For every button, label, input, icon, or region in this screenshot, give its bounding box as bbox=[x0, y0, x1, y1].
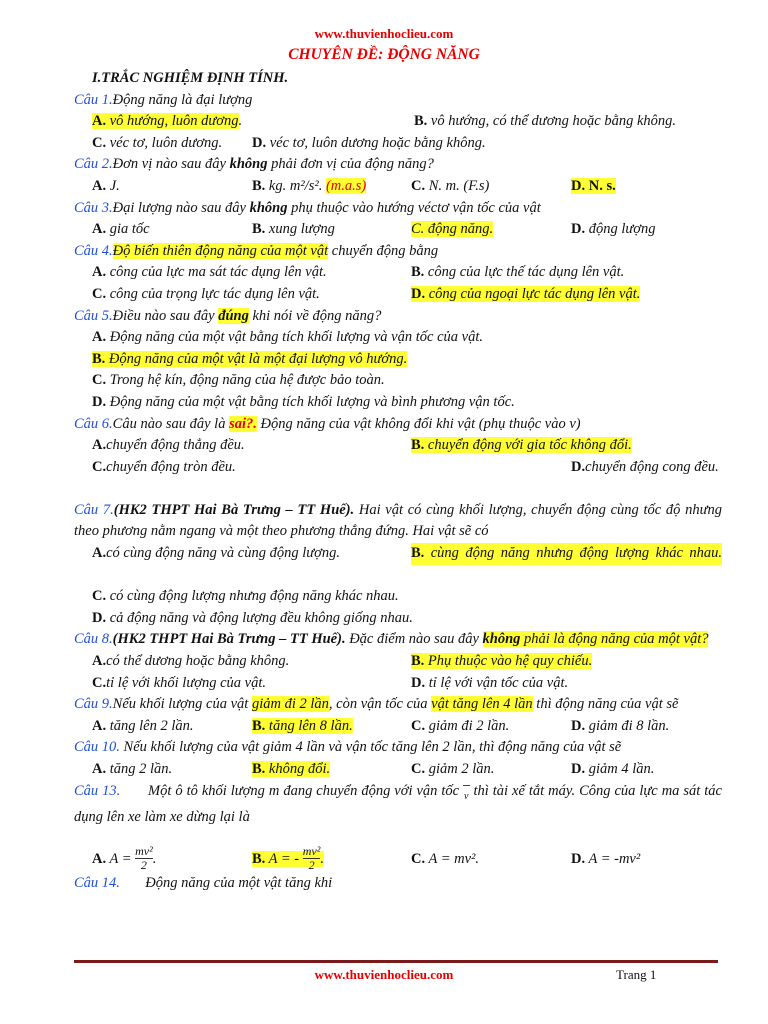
option-text: giảm 4 lần. bbox=[588, 761, 655, 777]
fraction-denominator: 2 bbox=[303, 858, 321, 872]
option-text: gia tốc bbox=[109, 221, 150, 238]
question-text-highlight: giảm đi 2 lần bbox=[251, 696, 329, 713]
option-text: A = mv². bbox=[428, 850, 479, 867]
option-note: (m.a.s) bbox=[325, 177, 367, 194]
option-letter: D. bbox=[571, 458, 586, 475]
option-letter: D. bbox=[411, 285, 426, 302]
header-url[interactable]: www.thuvienhoclieu.com bbox=[314, 26, 454, 41]
option-text: không đổi. bbox=[268, 761, 331, 777]
option-text: vô hướng, luôn dương bbox=[109, 113, 239, 130]
option-letter: C. bbox=[92, 134, 107, 151]
question-label: Câu 10. bbox=[74, 739, 120, 756]
question-text: thì động năng của vật sẽ bbox=[532, 696, 679, 713]
question-label: Câu 3. bbox=[74, 199, 113, 216]
option-text: véc tơ, luôn dương hoặc bằng không. bbox=[269, 134, 486, 151]
question-text: Đặc điểm nào sau đây bbox=[345, 631, 483, 648]
question-label: Câu 6. bbox=[74, 415, 113, 432]
section-heading: I.TRẮC NGHIỆM ĐỊNH TÍNH. bbox=[92, 70, 289, 86]
footer-divider bbox=[74, 960, 718, 963]
option-end: . bbox=[152, 850, 157, 867]
option-text: tăng lên 8 lần. bbox=[268, 717, 353, 734]
option-text: công của ngoại lực tác dụng lên vật. bbox=[428, 285, 641, 302]
option-end: . bbox=[320, 850, 324, 867]
option-text: véc tơ, luôn dương. bbox=[109, 134, 223, 151]
option-text: tỉ lệ với vận tốc của vật. bbox=[428, 674, 569, 691]
options-row bbox=[74, 716, 722, 738]
option-text: N. m. (F.s) bbox=[428, 177, 490, 194]
option-b bbox=[74, 349, 722, 371]
question-4 bbox=[74, 241, 722, 263]
option-letter: D. bbox=[92, 393, 107, 410]
question-text: phụ thuộc vào hướng véctơ vận tốc của vật bbox=[287, 199, 541, 216]
options-row bbox=[74, 176, 722, 198]
option-c-highlight: C. động năng. bbox=[411, 221, 494, 238]
option-letter: C. bbox=[92, 674, 107, 691]
question-text: Đơn vị nào sau đây bbox=[112, 156, 230, 173]
option-letter: D. bbox=[252, 134, 267, 151]
option-text: Phụ thuộc vào hệ quy chiếu. bbox=[427, 653, 593, 670]
question-5 bbox=[74, 306, 722, 328]
question-text: Hai vật có cùng khối lượng, chuyển động cùng tốc độ nhưng theo phương nằm ngang và một theo phương thẳng đứng. Hai vật sẽ có bbox=[74, 501, 722, 540]
option-text: Trong hệ kín, động năng của hệ được bảo toàn. bbox=[109, 372, 385, 389]
option-letter: B. bbox=[411, 437, 425, 454]
option-letter: B. bbox=[414, 113, 428, 130]
option-text: tỉ lệ với khối lượng của vật. bbox=[106, 674, 266, 691]
option-c bbox=[74, 370, 722, 392]
question-label: Câu 9. bbox=[74, 696, 113, 713]
footer-url[interactable]: www.thuvienhoclieu.com bbox=[314, 967, 454, 982]
option-letter: A. bbox=[92, 545, 107, 562]
question-text-highlight: sai?. bbox=[229, 415, 257, 432]
option-text: công của lực thế tác dụng lên vật. bbox=[427, 264, 625, 281]
option-letter: B. bbox=[252, 761, 266, 777]
option-letter: C. bbox=[411, 177, 426, 194]
fraction-numerator: mv² bbox=[302, 843, 321, 858]
option-letter: B. bbox=[252, 221, 266, 238]
option-letter: D. bbox=[571, 850, 586, 867]
options-row bbox=[74, 457, 722, 479]
option-letter: D. bbox=[571, 221, 586, 238]
option-text: tăng lên 2 lần. bbox=[109, 717, 194, 734]
option-text: chuyển động với gia tốc không đổi. bbox=[427, 437, 632, 454]
option-a-highlight bbox=[92, 113, 239, 129]
option-letter: B. bbox=[252, 717, 266, 734]
question-text: chuyển động bằng bbox=[328, 242, 439, 259]
question-text-highlight: đúng bbox=[218, 307, 249, 324]
question-1 bbox=[74, 90, 722, 112]
option-text: Động năng của một vật bằng tích khối lượng và bình phương vận tốc. bbox=[109, 393, 515, 410]
question-6 bbox=[74, 414, 722, 436]
option-text: giảm đi 8 lần. bbox=[588, 717, 670, 734]
option-letter: C. bbox=[92, 285, 107, 302]
question-text-bold: không bbox=[482, 631, 521, 648]
fraction-numerator: mv² bbox=[135, 843, 153, 858]
question-text: phải đơn vị của động năng? bbox=[267, 156, 434, 173]
option-letter: B. bbox=[411, 545, 425, 562]
option-letter: D. bbox=[571, 761, 586, 777]
option-end: . bbox=[238, 113, 243, 130]
option-text: tăng 2 lần. bbox=[109, 761, 173, 777]
option-text: có cùng động năng và cùng động lượng. bbox=[106, 545, 341, 562]
question-text-bold: không bbox=[229, 156, 268, 173]
option-text: công của trọng lực tác dụng lên vật. bbox=[109, 285, 320, 302]
option-text: động lượng bbox=[588, 221, 656, 238]
question-text: Nếu khối lượng của vật giảm 4 lần và vận tốc tăng lên 2 lần, thì động năng của vật sẽ bbox=[123, 739, 622, 756]
option-letter: A. bbox=[92, 113, 107, 130]
question-10 bbox=[74, 737, 722, 759]
fraction bbox=[135, 845, 153, 872]
question-source: (HK2 THPT Hai Bà Trưng – TT Huế). bbox=[113, 501, 355, 518]
question-label: Câu 4. bbox=[74, 242, 113, 259]
question-list bbox=[74, 68, 722, 894]
option-letter: D. bbox=[92, 609, 107, 626]
option-letter: A. bbox=[92, 177, 107, 194]
option-d-highlight: D. N. s. bbox=[571, 177, 616, 194]
question-text-highlight: phải là động năng của một vật? bbox=[520, 631, 709, 648]
question-text: Điều nào sau đây bbox=[112, 307, 219, 324]
option-letter: A. bbox=[92, 221, 107, 238]
option-d bbox=[74, 392, 722, 414]
option-letter: A. bbox=[92, 653, 107, 670]
question-label: Câu 7. bbox=[74, 501, 114, 518]
fraction bbox=[303, 845, 321, 872]
question-7 bbox=[74, 500, 722, 543]
option-text: chuyển động thẳng đều. bbox=[106, 437, 245, 454]
fraction-denominator: 2 bbox=[135, 858, 153, 872]
option-letter: A. bbox=[92, 437, 107, 454]
options-row bbox=[74, 111, 722, 133]
question-13 bbox=[74, 781, 722, 829]
options-row bbox=[74, 829, 722, 873]
question-label: Câu 8. bbox=[74, 631, 113, 648]
options-row bbox=[74, 673, 722, 695]
question-text: khi nói về động năng? bbox=[248, 307, 382, 324]
option-text: xung lượng bbox=[268, 221, 335, 238]
option-text: Động năng của một vật là một đại lượng vô hướng. bbox=[108, 350, 408, 367]
options-row bbox=[74, 284, 722, 306]
option-letter: B. bbox=[252, 850, 266, 867]
option-letter: B. bbox=[92, 350, 106, 367]
option-c bbox=[74, 586, 722, 608]
option-letter: C. bbox=[411, 717, 426, 734]
option-text: giảm đi 2 lần. bbox=[428, 717, 510, 734]
question-14 bbox=[74, 873, 722, 895]
option-text: chuyển động cong đều. bbox=[585, 458, 719, 475]
option-letter: C. bbox=[92, 372, 107, 389]
options-row bbox=[74, 133, 722, 155]
option-a bbox=[74, 327, 722, 349]
option-text: J. bbox=[109, 177, 120, 194]
options-row bbox=[74, 219, 722, 241]
page-number: Trang 1 bbox=[616, 967, 657, 982]
option-letter: D. bbox=[571, 717, 586, 734]
option-letter: B. bbox=[411, 264, 425, 281]
options-row bbox=[74, 435, 722, 457]
question-text-highlight: Độ biến thiên động năng của một vật bbox=[112, 242, 329, 259]
option-text: giảm 2 lần. bbox=[428, 761, 495, 777]
option-text: A = -mv² bbox=[588, 850, 641, 867]
option-text: Động năng của một vật bằng tích khối lượng và vận tốc của vật. bbox=[109, 329, 483, 346]
question-text: Nếu khối lượng của vật bbox=[112, 696, 252, 713]
option-text: kg. m²/s². bbox=[268, 177, 323, 194]
question-9 bbox=[74, 694, 722, 716]
question-label: Câu 14. bbox=[74, 874, 120, 891]
question-text: Động năng của một vật tăng khi bbox=[145, 874, 333, 891]
question-2 bbox=[74, 154, 722, 176]
options-row bbox=[74, 651, 722, 673]
option-letter: B. bbox=[252, 177, 266, 194]
question-3 bbox=[74, 198, 722, 220]
question-text: Động năng của vật không đổi khi vật (phụ thuộc vào v) bbox=[256, 415, 581, 432]
line-spacer bbox=[74, 565, 722, 587]
option-letter: D. bbox=[411, 674, 426, 691]
option-letter: A. bbox=[92, 329, 107, 346]
option-letter: A. bbox=[92, 850, 107, 867]
question-text: Đại lượng nào sau đây bbox=[112, 199, 250, 216]
option-letter: A. bbox=[92, 264, 107, 281]
question-source: (HK2 THPT Hai Bà Trưng – TT Huế). bbox=[112, 631, 346, 648]
page-title: CHUYÊN ĐỀ: ĐỘNG NĂNG bbox=[288, 46, 480, 63]
option-d bbox=[74, 608, 722, 630]
option-text: A = bbox=[109, 850, 132, 867]
options-row bbox=[74, 759, 722, 781]
question-8 bbox=[74, 629, 722, 651]
question-text: Một ô tô khối lượng m đang chuyển động với vận tốc bbox=[148, 782, 464, 799]
question-text: , còn vận tốc của bbox=[328, 696, 432, 713]
option-text: cả động năng và động lượng đều không giống nhau. bbox=[109, 609, 413, 626]
option-text: cùng động năng nhưng động lượng khác nhau. bbox=[430, 545, 722, 562]
option-text: vô hướng, có thể dương hoặc bằng không. bbox=[430, 113, 677, 130]
question-label: Câu 5. bbox=[74, 307, 113, 324]
question-label: Câu 1. bbox=[74, 91, 113, 108]
options-row bbox=[74, 262, 722, 284]
option-letter: C. bbox=[92, 588, 107, 605]
option-letter: C. bbox=[411, 761, 426, 777]
option-text: có cùng động lượng nhưng động năng khác nhau. bbox=[109, 588, 399, 605]
question-text: Động năng là đại lượng bbox=[112, 91, 253, 108]
option-letter: A. bbox=[92, 717, 107, 734]
question-text-bold: không bbox=[249, 199, 288, 216]
question-label: Câu 2. bbox=[74, 156, 113, 173]
option-text: công của lực ma sát tác dụng lên vật. bbox=[109, 264, 327, 281]
question-label: Câu 13. bbox=[74, 782, 121, 799]
option-letter: A. bbox=[92, 761, 107, 777]
option-text: chuyển động tròn đều. bbox=[106, 458, 236, 475]
options-row bbox=[74, 543, 722, 565]
line-spacer bbox=[74, 478, 722, 500]
option-letter: C. bbox=[411, 850, 426, 867]
question-text: Câu nào sau đây là bbox=[112, 415, 230, 432]
question-text: thì tài xế tắt máy. Công của lực ma sát tác dụng lên xe làm xe dừng lại là bbox=[74, 782, 722, 826]
option-text: có thể dương hoặc bằng không. bbox=[106, 653, 290, 670]
option-letter: C. bbox=[92, 458, 107, 475]
option-text: A = - bbox=[268, 850, 300, 867]
velocity-vector-symbol: v bbox=[463, 785, 469, 808]
option-letter: B. bbox=[411, 653, 425, 670]
question-text-highlight: vật tăng lên 4 lần bbox=[431, 696, 533, 713]
